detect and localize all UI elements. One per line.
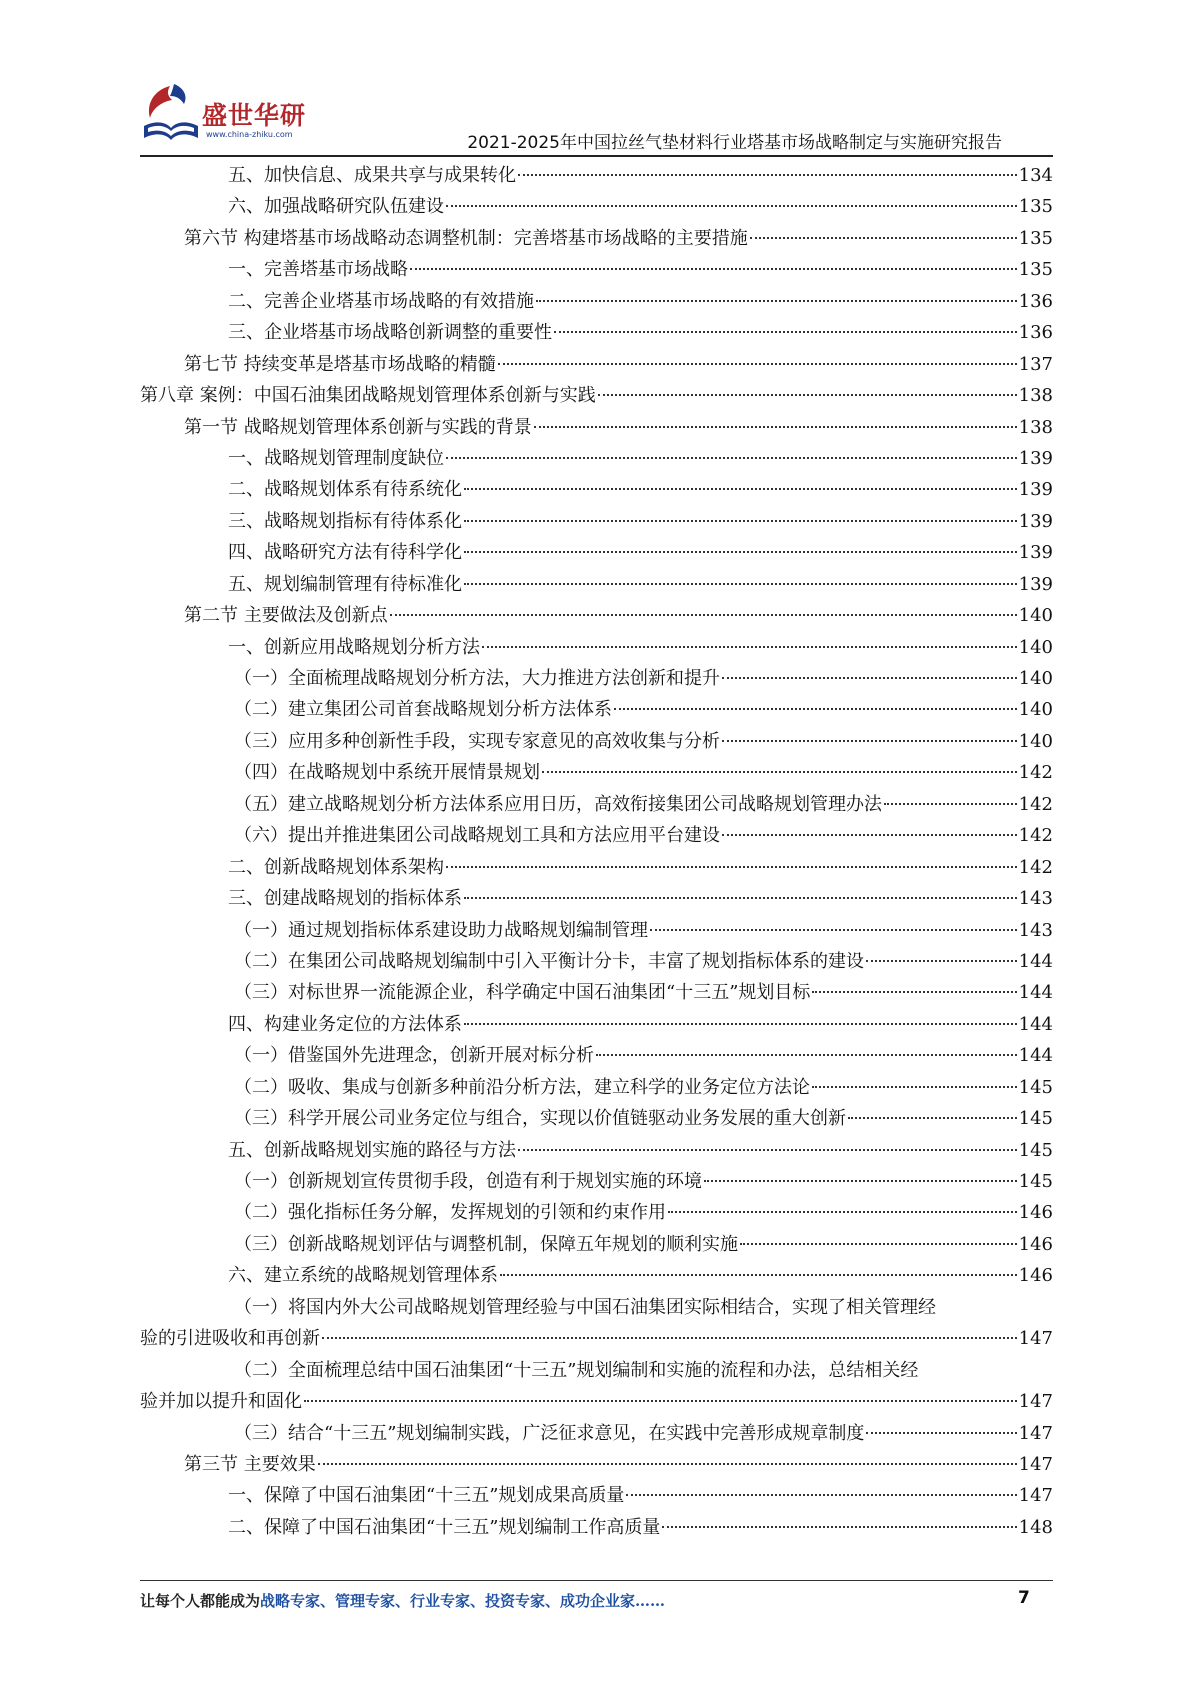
toc-dot-leader [750,236,1017,239]
toc-dot-leader [464,550,1017,553]
toc-entry-text: 二、创新战略规划体系架构 [228,856,444,878]
toc-entry[interactable] [140,663,1053,694]
toc-entry-text: 三、企业塔基市场战略创新调整的重要性 [228,322,552,344]
toc-entry-text: 一、创新应用战略规划分析方法 [228,636,480,658]
toc-page-number: 147 [1018,1453,1053,1475]
toc-dot-leader [446,865,1017,868]
toc-page-number: 146 [1018,1233,1053,1255]
toc-page-number: 139 [1018,447,1053,469]
toc-entry[interactable] [140,726,1053,757]
toc-dot-leader [650,928,1017,931]
toc-entry-text: （一）创新规划宣传贯彻手段，创造有利于规划实施的环境 [234,1171,702,1192]
toc-dot-leader [464,519,1017,522]
table-of-contents [140,160,1053,1543]
toc-entry-text: （二）全面梳理总结中国石油集团“十三五”规划编制和实施的流程和办法，总结相关经 [234,1359,919,1381]
toc-entry-text: 验的引进吸收和再创新 [140,1328,320,1350]
toc-dot-leader [542,770,1017,773]
toc-entry[interactable] [140,1135,1053,1166]
report-title: 2021-2025年中国拉丝气垫材料行业塔基市场战略制定与实施研究报告 [467,133,1002,153]
toc-page-number: 146 [1018,1265,1053,1287]
toc-dot-leader [536,299,1017,302]
toc-entry-text: （二）建立集团公司首套战略规划分析方法体系 [234,699,612,721]
logo-url: www.china-zhiku.com [206,130,293,139]
toc-dot-leader [464,582,1017,585]
toc-entry[interactable] [140,1229,1053,1260]
toc-page-number: 143 [1018,919,1053,941]
toc-entry[interactable] [140,915,1053,946]
toc-entry[interactable] [140,349,1053,380]
toc-dot-leader [410,267,1017,270]
toc-dot-leader [464,1022,1017,1025]
toc-page-number: 139 [1018,510,1053,532]
toc-dot-leader [322,1336,1017,1339]
toc-entry-text: （一）将国内外大公司战略规划管理经验与中国石油集团实际相结合，实现了相关管理经 [234,1296,936,1318]
toc-dot-leader [596,1053,1017,1056]
toc-entry[interactable] [140,506,1053,537]
toc-page-number: 142 [1018,762,1053,784]
toc-entry-continuation[interactable] [140,1386,1053,1417]
toc-page-number: 134 [1018,165,1053,186]
toc-page-number: 148 [1018,1516,1053,1538]
toc-entry-text: （三）科学开展公司业务定位与组合，实现以价值链驱动业务发展的重大创新 [234,1108,846,1130]
toc-dot-leader [500,1273,1017,1276]
toc-entry-text: （三）结合“十三五”规划编制实践，广泛征求意见，在实践中完善形成规章制度 [234,1422,865,1444]
toc-entry[interactable] [140,1166,1053,1197]
logo-book-icon [140,82,202,148]
toc-dot-leader [722,739,1017,742]
toc-page-number: 136 [1018,322,1053,344]
page-header [0,0,1191,153]
toc-entry[interactable] [140,1418,1053,1449]
toc-entry-text: 三、战略规划指标有待体系化 [228,510,462,532]
toc-page-number: 136 [1018,290,1053,312]
toc-entry-text: 六、建立系统的战略规划管理体系 [228,1265,498,1287]
toc-entry-text: 第六节 构建塔基市场战略动态调整机制：完善塔基市场战略的主要措施 [184,227,748,249]
toc-dot-leader [554,330,1017,333]
toc-entry-text: （一）全面梳理战略规划分析方法，大力推进方法创新和提升 [234,668,720,689]
toc-entry-text: 六、加强战略研究队伍建设 [228,196,444,218]
toc-entry[interactable] [140,757,1053,788]
toc-entry[interactable] [140,317,1053,348]
toc-entry-text: 一、战略规划管理制度缺位 [228,447,444,469]
toc-page-number: 147 [1018,1422,1053,1444]
toc-dot-leader [662,1525,1016,1528]
toc-entry[interactable] [140,474,1053,505]
toc-entry-text: 五、创新战略规划实施的路径与方法 [228,1139,516,1161]
toc-entry[interactable] [140,1355,1053,1386]
toc-page-number: 139 [1018,479,1053,501]
toc-dot-leader [704,1179,1017,1182]
toc-entry-text: 第七节 持续变革是塔基市场战略的精髓 [184,353,496,375]
toc-dot-leader [390,613,1017,616]
toc-dot-leader [848,1116,1017,1119]
toc-entry[interactable] [140,977,1053,1008]
toc-entry-text: 第八章 案例：中国石油集团战略规划管理体系创新与实践 [140,385,596,407]
toc-page-number: 145 [1018,1108,1053,1130]
toc-dot-leader [446,456,1017,459]
toc-entry-text: 五、规划编制管理有待标准化 [228,573,462,595]
toc-entry-text: 四、构建业务定位的方法体系 [228,1013,462,1035]
toc-page-number: 140 [1018,699,1053,721]
toc-entry[interactable] [140,1292,1053,1323]
toc-dot-leader [812,990,1016,993]
toc-entry-text: 五、加快信息、成果共享与成果转化 [228,165,516,186]
logo-name: 盛世华研 [202,101,307,130]
toc-entry-text: 第二节 主要做法及创新点 [184,605,388,627]
toc-dot-leader [464,487,1017,490]
toc-dot-leader [464,896,1017,899]
footer-slogan [140,1590,665,1611]
toc-page-number: 135 [1018,259,1053,281]
toc-entry-text: 二、战略规划体系有待系统化 [228,479,462,501]
toc-page-number: 140 [1018,636,1053,658]
toc-entry-text: 四、战略研究方法有待科学化 [228,542,462,564]
toc-entry-text: 二、保障了中国石油集团“十三五”规划编制工作高质量 [228,1516,661,1538]
toc-entry[interactable] [140,223,1053,254]
toc-entry-text: 一、完善塔基市场战略 [228,259,408,281]
toc-entry-continuation[interactable] [140,1323,1053,1354]
toc-entry[interactable] [140,1512,1053,1543]
page-number: 7 [1018,1588,1030,1608]
toc-page-number: 137 [1018,353,1053,375]
toc-dot-leader [884,802,1017,805]
toc-page-number: 145 [1018,1139,1053,1161]
toc-entry[interactable] [140,1072,1053,1103]
toc-page-number: 146 [1018,1202,1053,1224]
toc-entry-text: （二）强化指标任务分解，发挥规划的引领和约束作用 [234,1202,666,1224]
toc-entry[interactable] [140,694,1053,725]
toc-dot-leader [518,1148,1017,1151]
toc-page-number: 142 [1018,856,1053,878]
toc-dot-leader [866,1431,1016,1434]
toc-page-number: 135 [1018,196,1053,218]
toc-dot-leader [614,707,1017,710]
toc-page-number: 139 [1018,573,1053,595]
toc-entry-text: 三、创建战略规划的指标体系 [228,888,462,910]
toc-page-number: 145 [1018,1171,1053,1192]
toc-entry[interactable] [140,160,1053,191]
toc-dot-leader [446,204,1017,207]
company-logo [140,82,310,152]
toc-page-number: 140 [1018,605,1053,627]
toc-page-number: 142 [1018,793,1053,815]
toc-dot-leader [518,173,1017,176]
toc-entry[interactable] [140,1103,1053,1134]
toc-entry[interactable] [140,1480,1053,1511]
toc-dot-leader [304,1399,1017,1402]
toc-entry-text: （三）应用多种创新性手段，实现专家意见的高效收集与分析 [234,730,720,752]
toc-page-number: 142 [1018,825,1053,847]
toc-page-number: 143 [1018,888,1053,910]
toc-dot-leader [598,393,1017,396]
toc-entry-text: （六）提出并推进集团公司战略规划工具和方法应用平台建设 [234,825,720,847]
toc-dot-leader [740,1242,1017,1245]
toc-page-number: 144 [1018,982,1053,1004]
toc-entry[interactable] [140,286,1053,317]
toc-entry[interactable] [140,946,1053,977]
toc-entry-text: 第三节 主要效果 [184,1453,316,1475]
toc-entry[interactable] [140,569,1053,600]
toc-entry-text: （一）借鉴国外先进理念，创新开展对标分析 [234,1045,594,1067]
slogan-highlight: 战略专家、管理专家、行业专家、投资专家、成功企业家…… [260,1592,666,1610]
toc-entry-text: （四）在战略规划中系统开展情景规划 [234,762,540,784]
toc-entry-text: （五）建立战略规划分析方法体系应用日历，高效衔接集团公司战略规划管理办法 [234,793,882,815]
toc-entry-text: （三）对标世界一流能源企业，科学确定中国石油集团“十三五”规划目标 [234,982,811,1004]
toc-entry[interactable] [140,191,1053,222]
toc-page-number: 139 [1018,542,1053,564]
toc-dot-leader [722,833,1017,836]
toc-dot-leader [318,1462,1017,1465]
toc-entry[interactable] [140,412,1053,443]
toc-page-number: 144 [1018,950,1053,972]
toc-entry[interactable] [140,1197,1053,1228]
toc-entry[interactable] [140,254,1053,285]
toc-entry[interactable] [140,852,1053,883]
toc-dot-leader [498,362,1017,365]
toc-entry[interactable] [140,600,1053,631]
toc-entry[interactable] [140,537,1053,568]
toc-dot-leader [534,425,1017,428]
toc-entry-text: 验并加以提升和固化 [140,1391,302,1413]
toc-entry-text: （三）创新战略规划评估与调整机制，保障五年规划的顺利实施 [234,1233,738,1255]
toc-entry[interactable] [140,1449,1053,1480]
toc-entry[interactable] [140,789,1053,820]
toc-dot-leader [812,1085,1017,1088]
toc-entry[interactable] [140,632,1053,663]
toc-dot-leader [626,1493,1016,1496]
toc-dot-leader [722,676,1017,679]
toc-entry[interactable] [140,1009,1053,1040]
toc-entry-text: 第一节 战略规划管理体系创新与实践的背景 [184,416,532,438]
toc-page-number: 145 [1018,1076,1053,1098]
toc-page-number: 135 [1018,227,1053,249]
toc-entry[interactable] [140,1040,1053,1071]
header-divider [140,155,1053,157]
toc-page-number: 144 [1018,1045,1053,1067]
toc-page-number: 138 [1018,416,1053,438]
toc-entry[interactable] [140,820,1053,851]
toc-page-number: 147 [1018,1485,1053,1507]
toc-page-number: 144 [1018,1013,1053,1035]
toc-page-number: 138 [1018,385,1053,407]
toc-page-number: 140 [1018,730,1053,752]
toc-dot-leader [668,1210,1017,1213]
toc-dot-leader [482,645,1017,648]
toc-entry[interactable] [140,883,1053,914]
toc-entry-text: 一、保障了中国石油集团“十三五”规划成果高质量 [228,1485,625,1507]
slogan-prefix: 让每个人都能成为 [140,1592,261,1610]
toc-page-number: 147 [1018,1391,1053,1413]
toc-entry-text: 二、完善企业塔基市场战略的有效措施 [228,290,534,312]
toc-page-number: 147 [1018,1328,1053,1350]
toc-entry-text: （一）通过规划指标体系建设助力战略规划编制管理 [234,919,648,941]
toc-entry[interactable] [140,380,1053,411]
footer-divider [140,1580,1053,1581]
toc-entry[interactable] [140,443,1053,474]
toc-entry[interactable] [140,1260,1053,1291]
toc-dot-leader [866,959,1017,962]
toc-entry-text: （二）吸收、集成与创新多种前沿分析方法，建立科学的业务定位方法论 [234,1076,810,1098]
toc-entry-text: （二）在集团公司战略规划编制中引入平衡计分卡，丰富了规划指标体系的建设 [234,950,864,972]
toc-page-number: 140 [1018,668,1053,689]
